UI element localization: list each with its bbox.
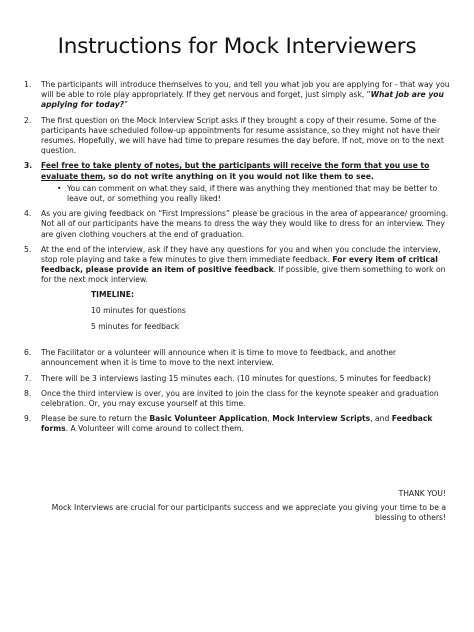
document-title: Instructions for Mock Interviewers <box>57 34 417 59</box>
list-item-5 <box>24 245 450 332</box>
example-question: What job are you applying for today? <box>41 90 444 110</box>
item-text: Please be sure to return the <box>41 414 150 424</box>
item-text: Once the third interview is over, you are invited to join the class for the keynote speaker and graduation celebration. Or, you may excuse yourself at this time. <box>41 388 439 409</box>
timeline-line-questions: 10 minutes for questions <box>91 305 186 315</box>
item-text: The participants will introduce themselves to you, and tell you what job you are applying for - that way you will be able to role play appropriately. If they get nervous and forget, just simply ask, “ <box>41 80 450 100</box>
item-number: 4. <box>24 209 32 219</box>
list-item-1 <box>24 80 450 111</box>
item-number: 7. <box>24 373 32 383</box>
timeline-block <box>91 290 450 333</box>
doc-name-scripts: Mock Interview Scripts <box>272 414 371 424</box>
item-text-part1: Feel free to take plenty of notes, but <box>41 161 202 171</box>
list-item-2 <box>24 116 450 157</box>
item-number: 8. <box>24 388 32 398</box>
item-number: 9. <box>24 414 32 424</box>
doc-name-feedback-forms: Feedback forms <box>41 414 433 434</box>
separator: , <box>267 414 273 424</box>
item-text: The Facilitator or a volunteer will announce when it is time to move to feedback, and another announcement when it is time to move to the next interview. <box>41 348 397 368</box>
list-item-4 <box>24 209 450 240</box>
item-number: 6. <box>24 348 32 358</box>
doc-name-application: Basic Volunteer Application <box>149 414 268 424</box>
item-text-end: . If possible, give them something to work on for the next mock interview. <box>41 265 446 285</box>
timeline-heading: TIMELINE: <box>91 289 134 299</box>
list-item-8 <box>24 389 450 409</box>
item-number: 5. <box>24 244 32 254</box>
item-text: As you are giving feedback on “First Impressions” please be gracious in the area of appearance/ grooming. Not all of our participants have the means to dress the way they would like to dress for an interview. They are given clothing vouchers at the end of graduation. <box>41 209 449 239</box>
list-item-3 <box>24 161 450 204</box>
list-item-9 <box>24 414 450 434</box>
item-text-end: ” <box>124 100 129 110</box>
thank-you: THANK YOU! <box>398 489 446 498</box>
item-text-part3: , so do not write anything on it you would not like them to see. <box>102 171 374 181</box>
item-text-part2: the participants will receive the form that you use to evaluate them <box>41 161 430 181</box>
closing-message: Mock Interviews are crucial for our participants success and we appreciate you giving your time to be a blessing to others! <box>51 503 446 523</box>
item-text: The first question on the Mock Interview Script asks if they brought a copy of their resume. Some of the participants have scheduled follow-up appointments for resume assistance, so they might not have their resumes. Hopefully, we will have had time to prepare resumes the day before. If not, move on to the next question. <box>41 115 444 156</box>
bullet-text: You can comment on what they said, if there was anything they mentioned that may be better to leave out, or something you really liked! <box>67 183 438 204</box>
timeline-line-feedback: 5 minutes for feedback <box>91 322 180 332</box>
item-text: At the end of the interview, ask if they have any questions for you and when you conclude the interview, stop role playing and take a few minutes to give them immediate feedback. <box>41 244 441 265</box>
sub-bullet <box>57 184 450 204</box>
item-text-end: . A Volunteer will come around to collect them. <box>65 424 244 434</box>
list-item-7 <box>24 374 450 384</box>
list-item-6 <box>24 348 450 368</box>
item-text: There will be 3 interviews lasting 15 minutes each. (10 minutes for questions, 5 minutes for feedback) <box>41 373 431 383</box>
item-number: 2. <box>24 115 32 125</box>
item-number: 1. <box>24 80 32 89</box>
item-number: 3. <box>24 161 33 171</box>
instructions-list <box>24 80 450 440</box>
separator: , and <box>370 414 392 424</box>
bullet-dot: • <box>57 183 62 193</box>
feedback-rule: For every item of critical feedback, please provide an item of positive feedback <box>41 255 438 275</box>
